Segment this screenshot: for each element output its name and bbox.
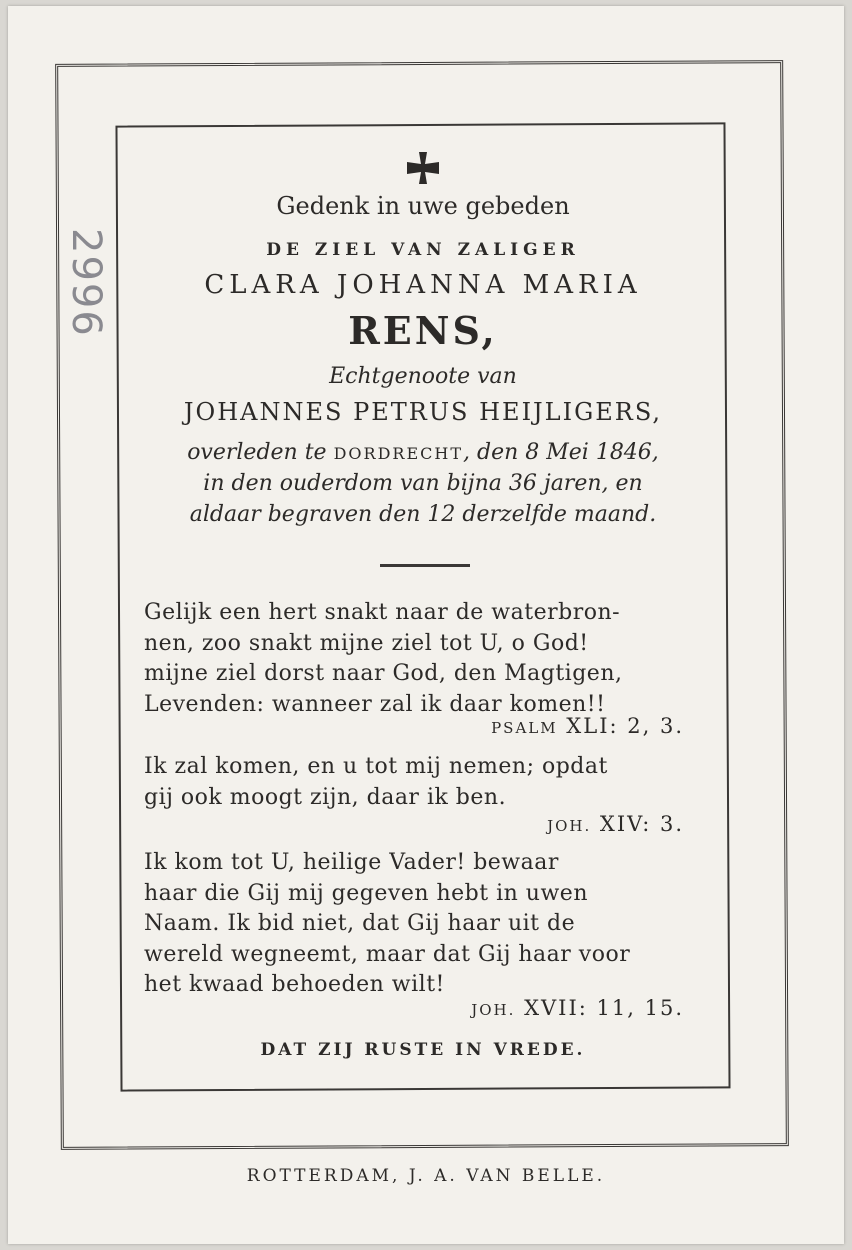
printer-imprint: ROTTERDAM, J. A. VAN BELLE. [246,1166,606,1186]
death-place: DORDRECHT [333,444,463,463]
age-line: in den ouderdom van bijna 36 jaren, en [203,471,643,496]
spouse-intro: Echtgenoote van [329,364,517,389]
prayer-invocation: Gedenk in uwe gebeden [276,192,570,220]
verse-john-14: Ik zal komen, en u tot mij nemen; opdat gij ook moogt zijn, daar ik ben. [144,754,608,810]
handwritten-number: 2996 [63,228,109,338]
given-names: CLARA JOHANNA MARIA [204,270,642,300]
verse-reference: JOH. XVII: 11, 15. [471,996,684,1020]
verse-reference: JOH. XIV: 3. [547,812,684,836]
divider [380,564,470,567]
verse-john-17: Ik kom tot U, heilige Vader! bewaar haar die Gij mij gegeven hebt in uwen Naam. Ik bid niet, dat Gij haar uit de wereld wegneemt, maar dat Gij haar voor het kwaad behoeden wilt! [144,850,631,997]
verse-reference: PSALM XLI: 2, 3. [491,714,684,738]
verse-psalm: Gelijk een hert snakt naar de waterbron- nen, zoo snakt mijne ziel tot U, o God! mijne ziel dorst naar God, den Magtigen, Levenden: wanneer zal ik daar komen!! [144,600,623,717]
burial-line: aldaar begraven den 12 derzelfde maand. [189,502,657,527]
death-line: overleden te DORDRECHT, den 8 Mei 1846, [187,440,659,465]
closing-blessing: DAT ZIJ RUSTE IN VREDE. [260,1040,586,1060]
soul-of-line: DE ZIEL VAN ZALIGER [266,240,580,260]
spouse-name: JOHANNES PETRUS HEIJLIGERS, [183,398,663,426]
cross-icon [405,150,441,186]
surname: RENS, [348,308,498,353]
